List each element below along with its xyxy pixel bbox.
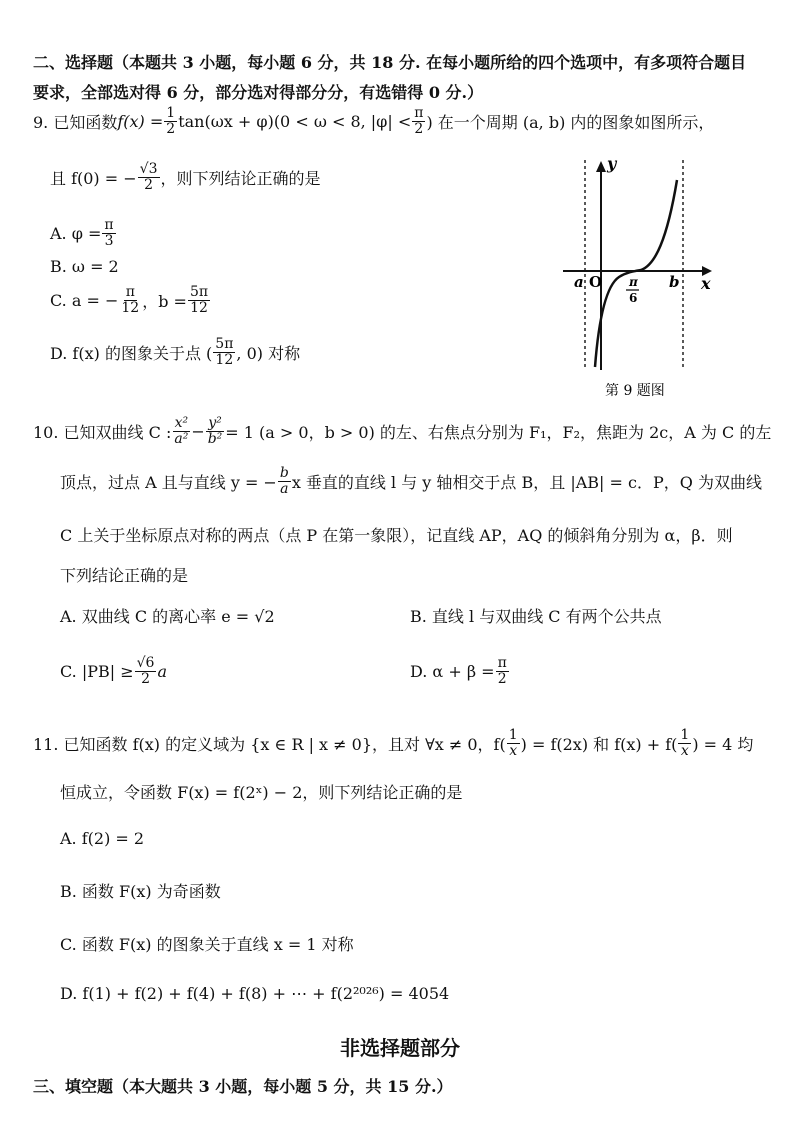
q9-cond-pre: 且 f(0) = − [50, 168, 137, 188]
q9-option-c-den1: 12 [121, 299, 140, 316]
q11-frac2-den: x [680, 742, 689, 759]
q11-line2: 恒成立，令函数 F(x) = f(2ˣ) − 2，则下列结论正确的是 [60, 783, 463, 802]
q10-y2: y² [208, 415, 222, 431]
q10-line3: C 上关于坐标原点对称的两点（点 P 在第一象限），记直线 AP，AQ 的倾斜角分别为 α，β．则 [60, 526, 733, 545]
origin-label: O [589, 273, 603, 291]
q9-option-c-frac2 [188, 285, 210, 315]
section3-header: 三、填空题（本大题共 3 小题，每小题 5 分，共 15 分.） [33, 1077, 453, 1096]
q10-line2-post: x 垂直的直线 l 与 y 轴相交于点 B，且 |AB| = c．P，Q 为双曲线 [291, 472, 762, 492]
tick-num: π [629, 275, 638, 289]
q10-option-c-num: √6 [136, 655, 155, 671]
q10-minus: − [191, 421, 205, 441]
q10-line1-pre: 10. 已知双曲线 C : [33, 422, 172, 442]
q11-frac1-num: 1 [508, 727, 518, 743]
q9-option-a-frac [102, 218, 115, 248]
q10-option-d-num: π [497, 655, 507, 671]
q9-condition [50, 162, 321, 192]
q9-option-c-num1: π [125, 284, 135, 300]
b-label: b [669, 273, 680, 291]
q10-line1 [33, 416, 771, 446]
q11-frac1 [507, 728, 520, 758]
a-label: a [574, 273, 584, 291]
q9-option-d-frac [213, 337, 235, 367]
q10-slope-frac [278, 466, 291, 496]
q10-y-frac [206, 416, 225, 446]
q10-line2 [60, 466, 762, 496]
q9-coef-num: 1 [166, 105, 176, 121]
q9-option-c-frac1 [119, 285, 141, 315]
q9-coef-frac [164, 106, 177, 136]
q11-line1 [33, 728, 753, 758]
q10-option-c-label: C. |PB| ≥ [60, 661, 134, 681]
q10-option-d [410, 656, 510, 686]
q9-option-d-num: 5π [215, 336, 234, 352]
q10-option-d-frac [496, 656, 509, 686]
q10-option-c-post: a [157, 661, 168, 681]
q9-option-a [50, 218, 117, 248]
tangent-curve [595, 180, 677, 367]
q10-line2-pre: 顶点，过点 A 且与直线 y = − [60, 472, 277, 492]
q9-pi-frac [412, 106, 425, 136]
q9-option-d-post: , 0) 对称 [236, 343, 301, 363]
q9-option-a-den: 3 [104, 232, 114, 249]
q10-x-frac [172, 416, 190, 446]
q9-option-c-num2: 5π [189, 284, 209, 300]
q9-func: f(x) = [117, 111, 164, 131]
q10-slope-den: a [280, 480, 289, 497]
q11-option-b: B. 函数 F(x) 为奇函数 [60, 882, 221, 901]
q9-option-b: B. ω = 2 [50, 257, 119, 276]
q11-option-a: A. f(2) = 2 [60, 829, 145, 848]
q9-option-c-mid: ，b = [142, 291, 187, 311]
q9-body: tan(ωx + φ)(0 < ω < 8, |φ| < [178, 111, 412, 131]
q10-line4: 下列结论正确的是 [60, 566, 189, 585]
y-axis-arrow [596, 161, 606, 172]
q10-slope-num: b [279, 465, 289, 481]
q11-option-c: C. 函数 F(x) 的图象关于直线 x = 1 对称 [60, 935, 354, 954]
y-label: y [607, 155, 617, 173]
q9-cond-num: √3 [139, 161, 158, 177]
q10-line1-post: = 1 (a > 0，b > 0) 的左、右焦点分别为 F₁，F₂，焦距为 2c，A 为 C 的左 [225, 422, 772, 442]
q11-frac2 [678, 728, 691, 758]
q10-option-c-den: 2 [141, 670, 151, 687]
q9-prefix: 9. 已知函数 [33, 112, 118, 132]
q9-option-d-label: D. f(x) 的图象关于点 ( [50, 343, 213, 363]
q10-b2: b² [207, 430, 223, 447]
q10-option-d-label: D. α + β = [410, 661, 495, 681]
q9-option-c [50, 285, 211, 315]
q11-frac1-den: x [509, 742, 518, 759]
part-title: 非选择题部分 [340, 1036, 460, 1060]
q11-line1-post: ) = 4 均 [692, 734, 754, 754]
q10-option-a: A. 双曲线 C 的离心率 e = √2 [60, 607, 275, 626]
figure-caption: 第 9 题图 [605, 383, 665, 399]
q9-option-d-den: 12 [215, 351, 234, 368]
q9-coef-den: 2 [166, 120, 176, 137]
section2-header-line1: 二、选择题（本题共 3 小题，每小题 6 分，共 18 分. 在每小题所给的四个选项中，有多项符合题目 [33, 53, 747, 72]
q9-option-d [50, 337, 300, 367]
q10-a2: a² [174, 430, 189, 447]
q11-line1-pre: 11. 已知函数 f(x) 的定义域为 {x ∈ R | x ≠ 0}，且对 ∀x ≠ 0，f( [33, 734, 506, 754]
q9-option-a-label: A. φ = [50, 223, 102, 243]
q10-option-c [60, 656, 167, 686]
q9-option-c-den2: 12 [190, 299, 208, 316]
q11-frac2-num: 1 [680, 727, 690, 743]
q9-stem [33, 106, 714, 136]
q9-cond-post: ，则下列结论正确的是 [160, 168, 321, 188]
q11-option-d: D. f(1) + f(2) + f(4) + f(8) + ⋯ + f(2²⁰²⁶) = 4054 [60, 984, 450, 1003]
tick-den: 6 [629, 291, 638, 305]
q11-line1-mid: ) = f(2x) 和 f(x) + f( [520, 734, 678, 754]
x-label: x [701, 274, 711, 293]
q10-option-d-den: 2 [497, 670, 507, 687]
q9-option-c-label: C. a = − [50, 290, 119, 310]
q9-suffix: ) 在一个周期 (a, b) 内的图象如图所示， [426, 112, 715, 132]
q10-x2: x² [174, 415, 189, 431]
q9-cond-frac [138, 162, 160, 192]
q9-pi-den: 2 [414, 120, 424, 137]
q9-option-a-num: π [104, 217, 114, 233]
q9-figure [555, 155, 725, 405]
q10-option-b: B. 直线 l 与双曲线 C 有两个公共点 [410, 607, 662, 626]
section2-header-line2: 要求，全部选对得 6 分，部分选对得部分分，有选错得 0 分.） [33, 83, 484, 102]
q9-cond-den: 2 [144, 176, 154, 193]
q9-pi-num: π [414, 105, 424, 121]
q10-option-c-frac [135, 656, 157, 686]
